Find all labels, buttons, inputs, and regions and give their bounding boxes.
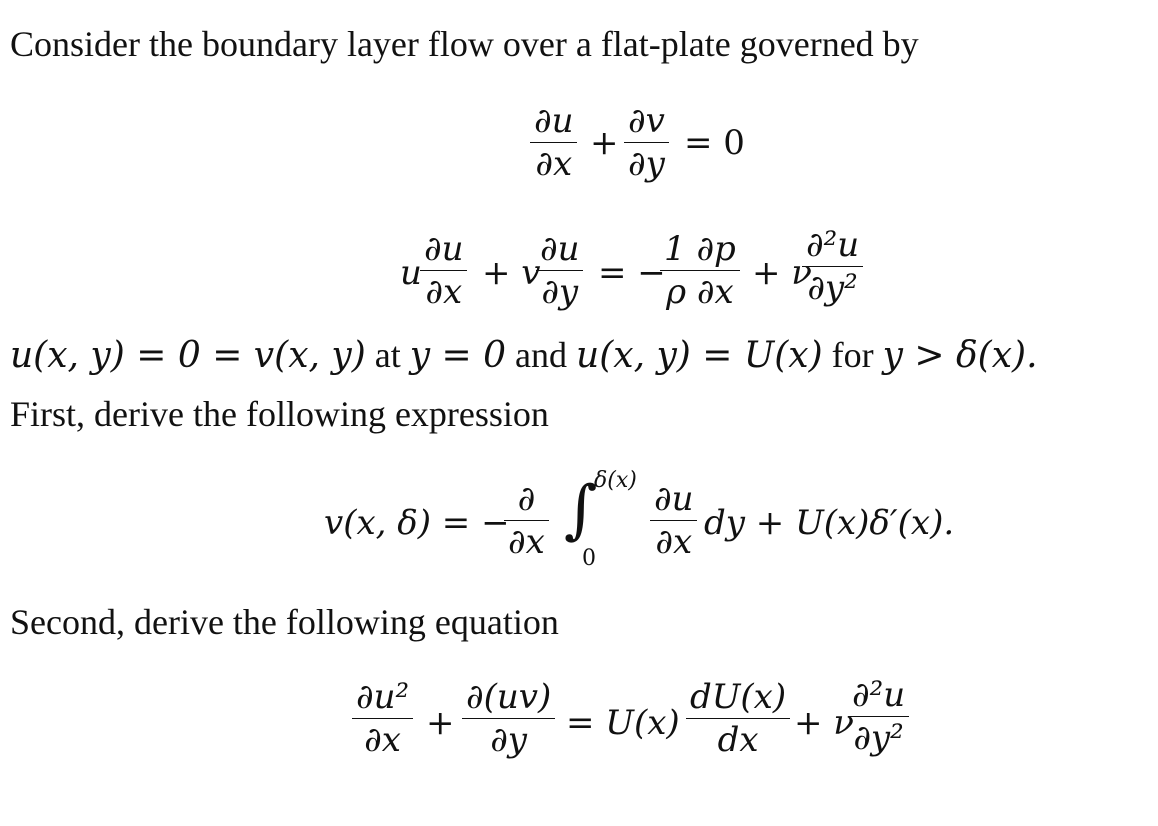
eq4-term2-denominator: ∂y xyxy=(490,720,527,760)
eq1-plus: + xyxy=(590,123,619,163)
bc-part3: u(x, y) = U(x) xyxy=(576,335,823,376)
eq2-term4-denominator: ∂y² xyxy=(807,268,858,308)
eq1-term2-numerator: ∂v xyxy=(628,101,665,141)
integral-upper-limit: δ(x) xyxy=(594,468,637,493)
eq3-lhs: v(x, δ) = − xyxy=(324,503,510,543)
bc-and: and xyxy=(515,335,568,375)
eq3-derivative-denominator: ∂x xyxy=(508,522,545,562)
bc-part1: u(x, y) = 0 = v(x, y) xyxy=(10,335,366,376)
eq3-rhs: dy + U(x)δ′(x). xyxy=(704,503,955,543)
eq4-term3-numerator: dU(x) xyxy=(690,677,787,717)
intro-text: Consider the boundary layer flow over a flat-plate governed by xyxy=(10,24,919,64)
eq2-term1-numerator: ∂u xyxy=(424,229,464,269)
eq4-term3-denominator: dx xyxy=(717,720,759,760)
eq3-derivative-numerator: ∂ xyxy=(517,479,536,519)
eq1-term1-denominator: ∂x xyxy=(535,144,573,184)
bc-part4: y > δ(x). xyxy=(882,335,1038,376)
eq4-term4-denominator: ∂y² xyxy=(853,718,904,758)
eq4-term1-denominator: ∂x xyxy=(364,720,401,760)
eq2-plus-nu: + ν xyxy=(752,253,812,293)
eq3-integrand-denominator: ∂x xyxy=(655,522,693,562)
eq2-equals-minus: = − xyxy=(598,253,666,293)
eq4-term2-numerator: ∂(uv) xyxy=(466,677,552,717)
bc-part2: y = 0 xyxy=(409,335,507,376)
eq2-term3-denominator: ρ ∂x xyxy=(666,272,734,312)
eq4-term1-numerator: ∂u² xyxy=(356,677,410,717)
eq4-equals-U: = U(x) xyxy=(566,703,680,743)
eq1-term1-numerator: ∂u xyxy=(534,101,574,141)
integral-sign: ∫ xyxy=(564,473,598,547)
eq4-plus-nu: + ν xyxy=(794,703,854,743)
eq3-integrand-numerator: ∂u xyxy=(654,479,694,519)
eq4-plus: + xyxy=(426,703,455,743)
eq2-term2-denominator: ∂y xyxy=(541,272,579,312)
eq2-term2-numerator: ∂u xyxy=(540,229,580,269)
boundary-conditions xyxy=(10,337,1038,374)
bc-for: for xyxy=(831,335,874,375)
eq1-term2-denominator: ∂y xyxy=(628,144,665,184)
bc-at: at xyxy=(374,335,401,375)
eq1-rhs: = 0 xyxy=(684,123,745,163)
eq4-term4-numerator: ∂²u xyxy=(852,675,906,715)
first-instruction: First, derive the following expression xyxy=(10,394,549,434)
eq2-term3-numerator: 1 ∂p xyxy=(664,229,736,269)
eq2-plus-v: + v xyxy=(482,253,541,293)
eq2-term1-denominator: ∂x xyxy=(425,272,463,312)
integral-lower-limit: 0 xyxy=(582,546,596,571)
eq2-u: u xyxy=(400,253,422,293)
second-instruction: Second, derive the following equation xyxy=(10,602,559,642)
eq2-term4-numerator: ∂²u xyxy=(806,225,860,265)
